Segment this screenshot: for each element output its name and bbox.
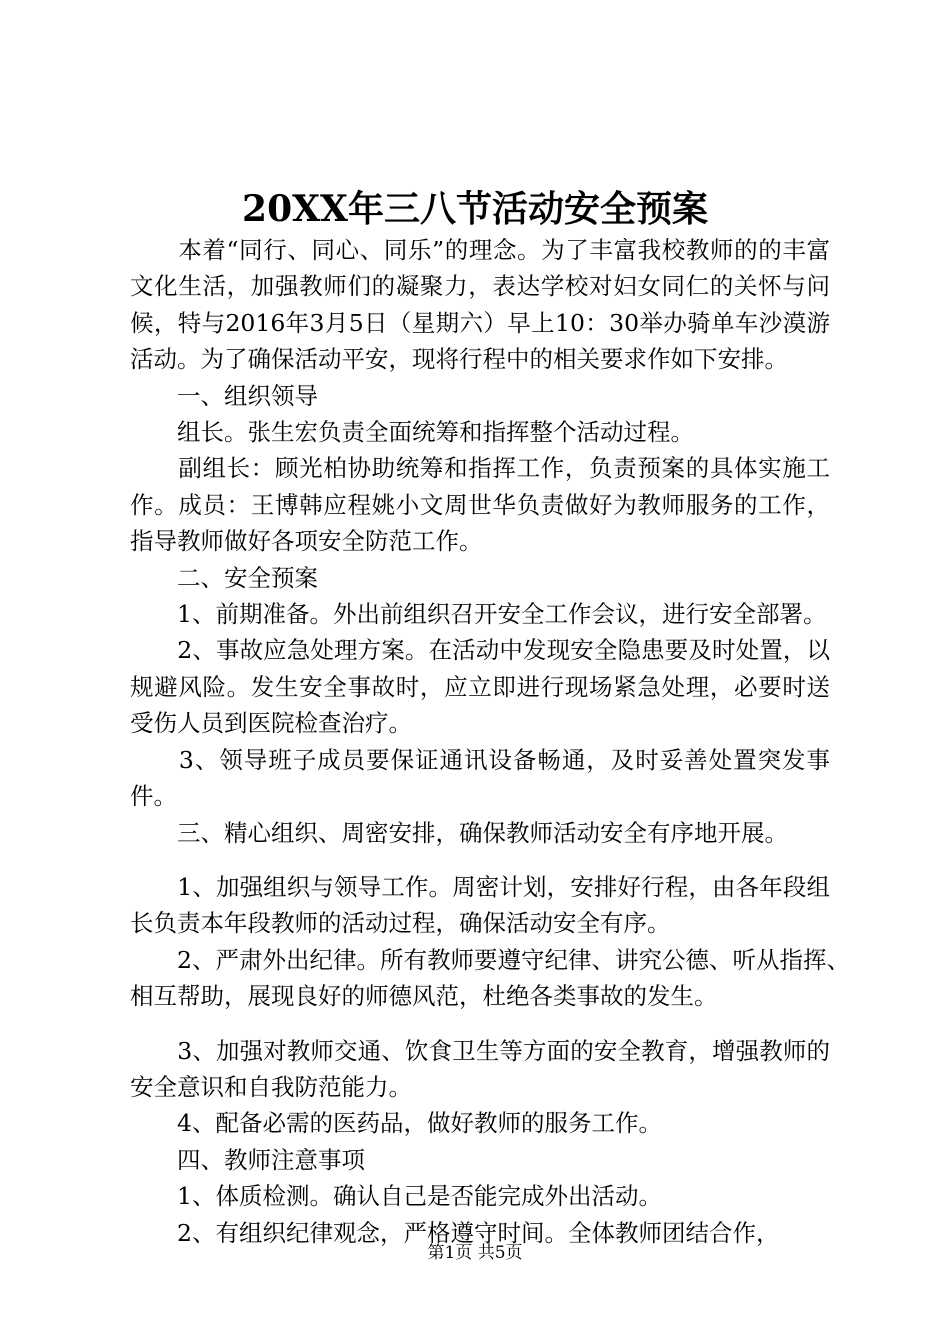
- intro-paragraph: 本着“同行、同心、同乐”的理念。为了丰富我校教师的的丰富文化生活，加强教师们的凝聚力，表达学校对妇女同仁的关怀与问候，特与2016年3月5日（星期六）早上10：30举办骑单车沙漠游活动。为了确保活动平安，现将行程中的相关要求作如下安排。: [130, 236, 830, 374]
- document-body: [130, 232, 850, 1251]
- paragraph-preparation: 1、前期准备。外出前组织召开安全工作会议，进行安全部署。: [130, 600, 827, 629]
- paragraph-spacer: [130, 851, 830, 869]
- paragraph-communication: 3、领导班子成员要保证通讯设备畅通，及时妥善处置突发事件。: [130, 745, 830, 811]
- section-heading-safety-plan: 二、安全预案: [130, 563, 318, 592]
- paragraph-health-check: 1、体质检测。确认自己是否能完成外出活动。: [130, 1182, 662, 1211]
- page-footer: 第1页 共5页: [427, 1243, 523, 1263]
- paragraph-leader: 组长。张生宏负责全面统筹和指挥整个活动过程。: [130, 418, 694, 447]
- paragraph-medicine: 4、配备必需的医药品，做好教师的服务工作。: [130, 1109, 662, 1138]
- paragraph-spacer: [130, 1015, 830, 1033]
- document-title: 20XX年三八节活动安全预案: [242, 188, 708, 230]
- paragraph-emergency: 2、事故应急处理方案。在活动中发现安全隐患要及时处置，以规避风险。发生安全事故时，应立即进行现场紧急处理，必要时送受伤人员到医院检查治疗。: [130, 636, 830, 738]
- section-heading-organize: 三、精心组织、周密安排，确保教师活动安全有序地开展。: [130, 818, 788, 847]
- paragraph-discipline: 2、严肃外出纪律。所有教师要遵守纪律、讲究公德、听从指挥、相互帮助，展现良好的师德风范，杜绝各类事故的发生。: [130, 945, 850, 1011]
- paragraph-discipline-time: 2、有组织纪律观念，严格遵守时间。全体教师团结合作，: [130, 1218, 780, 1247]
- section-heading-teacher-notes: 四、教师注意事项: [130, 1145, 365, 1174]
- paragraph-deputy-leader: 副组长：顾光柏协助统筹和指挥工作，负责预案的具体实施工作。成员：王博韩应程姚小文周世华负责做好为教师服务的工作，指导教师做好各项安全防范工作。: [130, 454, 830, 556]
- section-heading-organization: 一、组织领导: [130, 381, 318, 410]
- paragraph-strengthen-organization: 1、加强组织与领导工作。周密计划，安排好行程，由各年段组长负责本年段教师的活动过程，确保活动安全有序。: [130, 872, 830, 938]
- paragraph-safety-education: 3、加强对教师交通、饮食卫生等方面的安全教育，增强教师的安全意识和自我防范能力。: [130, 1036, 830, 1101]
